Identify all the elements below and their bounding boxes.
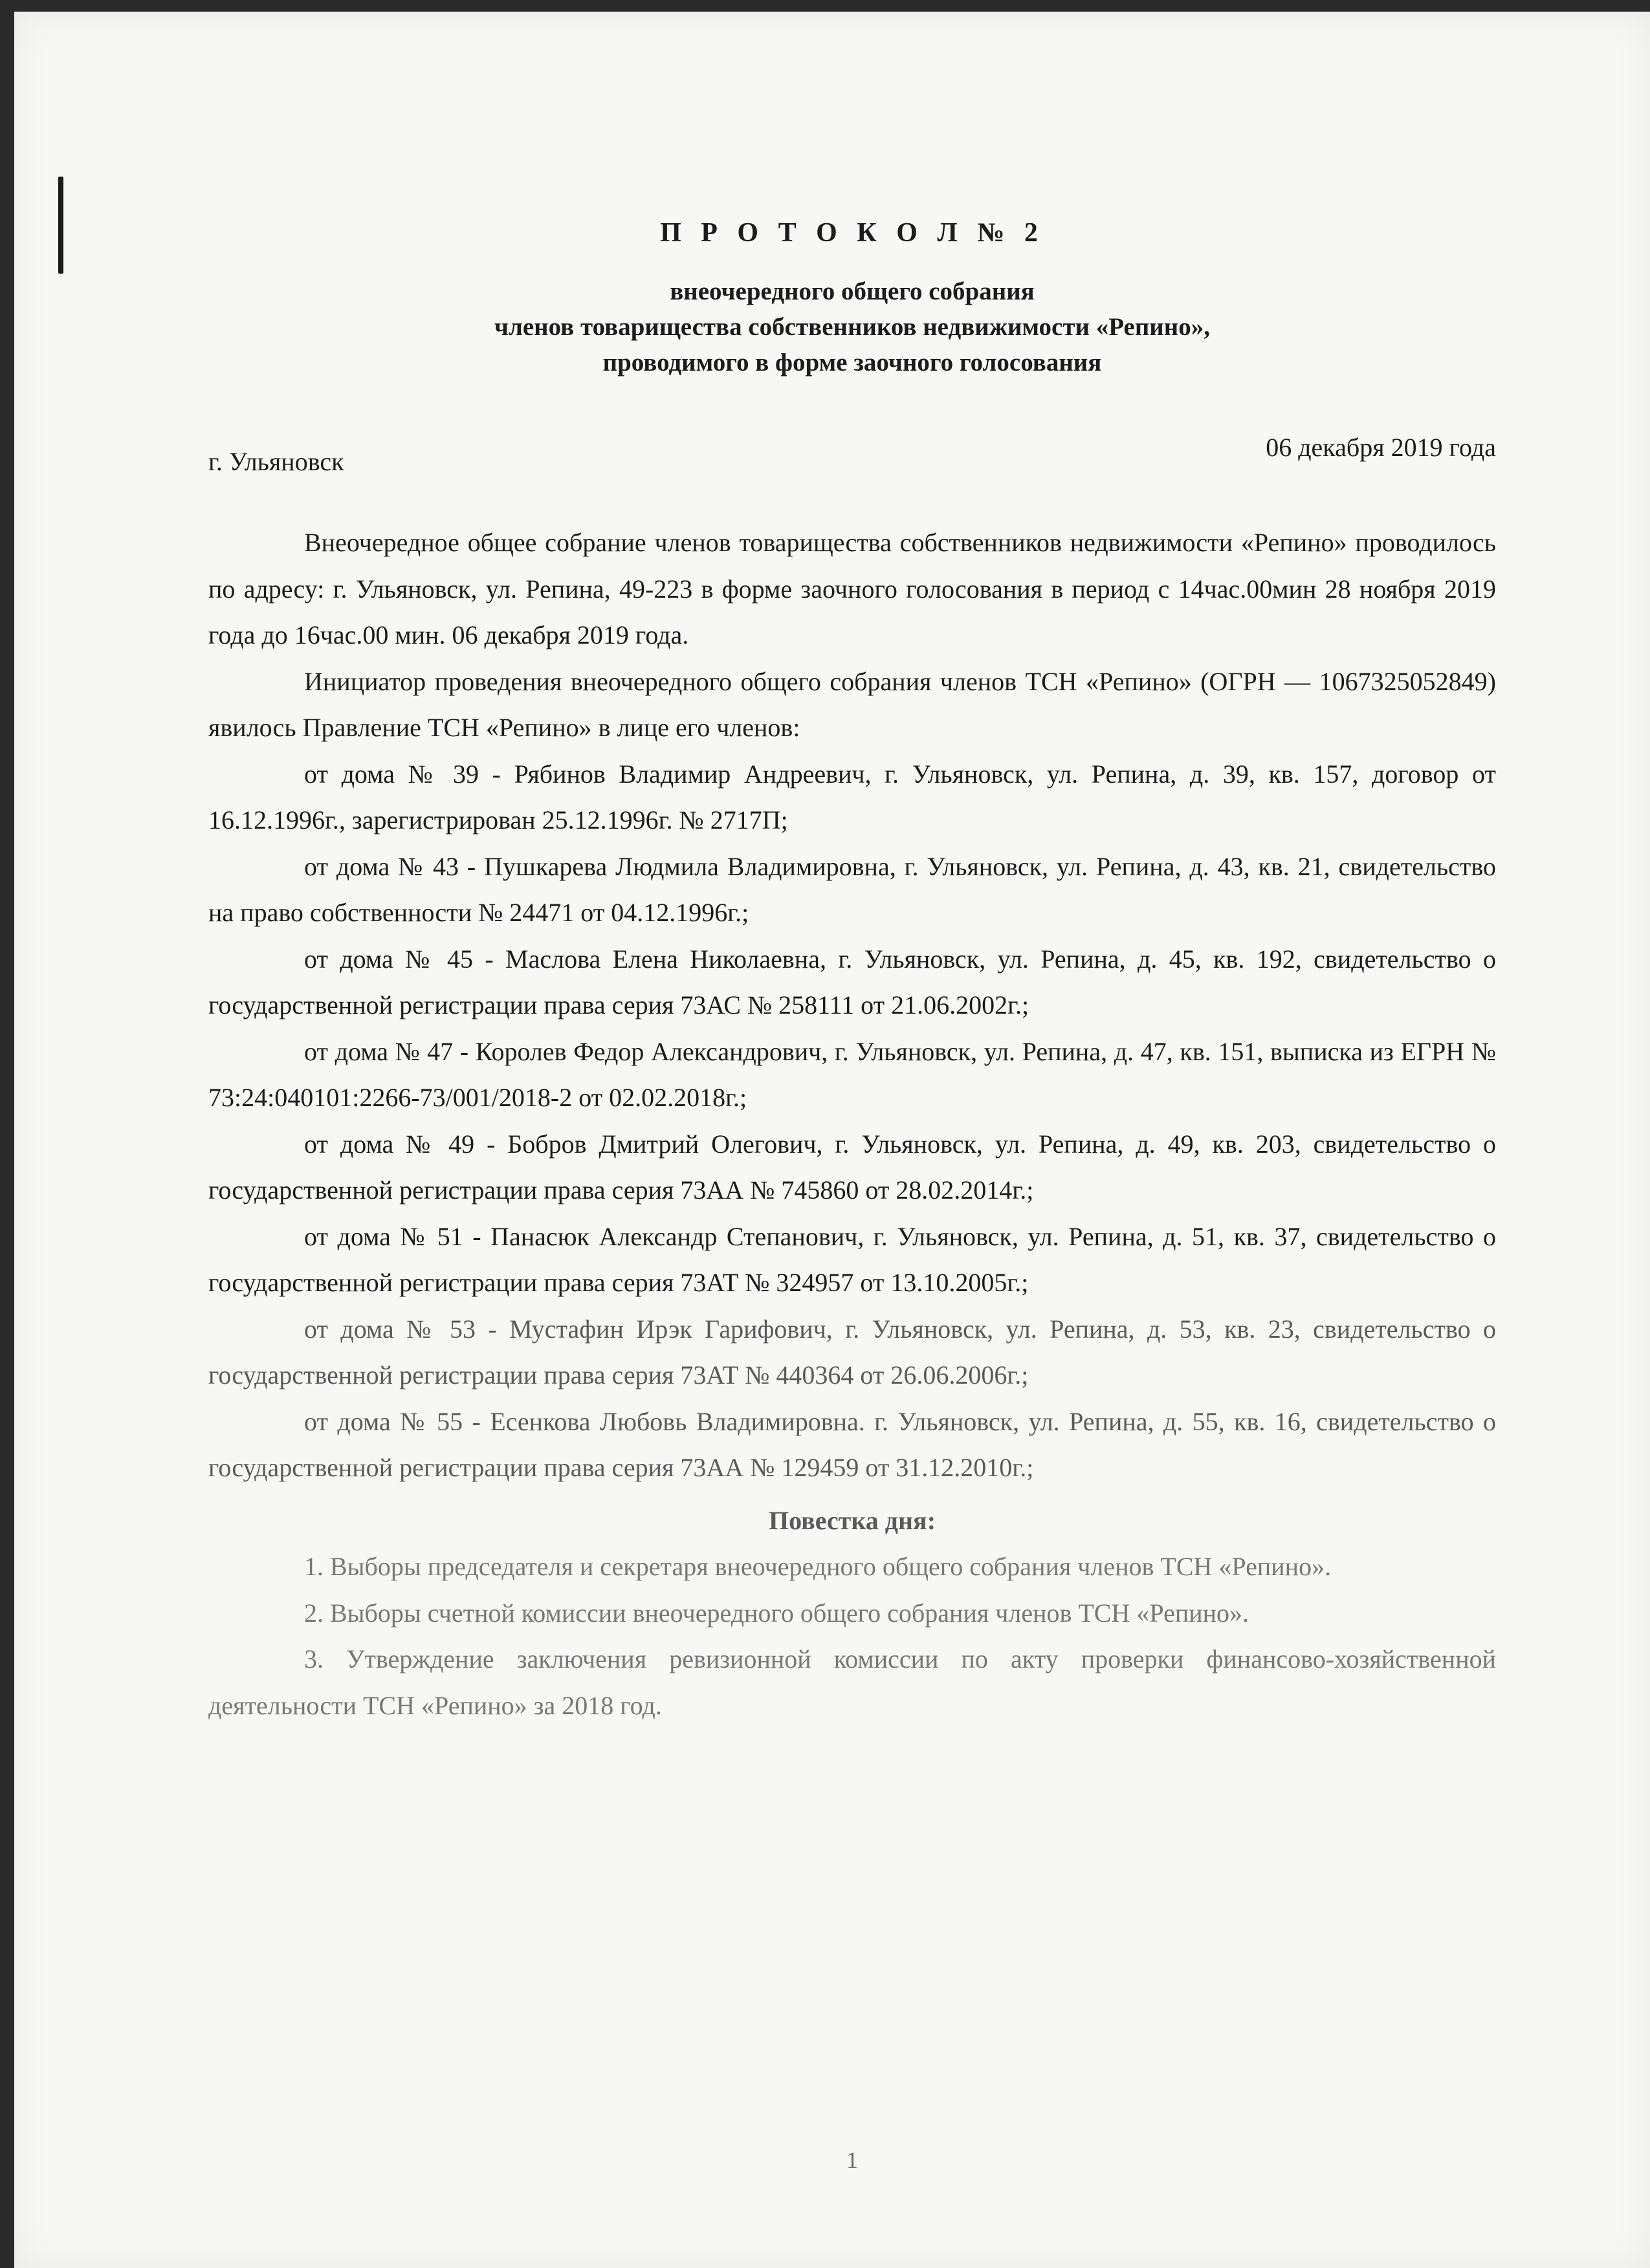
member-paragraph: от дома № 39 - Рябинов Владимир Андреевич, г. Ульяновск, ул. Репина, д. 39, кв. 157, договор от 16.12.1996г., зарегистрирован 25.12.1996г. № 2717П; — [208, 759, 1496, 834]
page-number: 1 — [846, 2147, 858, 2173]
subtitle-line: проводимого в форме заочного голосования — [602, 349, 1102, 376]
document-page — [14, 12, 1650, 2268]
member-paragraph: от дома № 45 - Маслова Елена Николаевна, г. Ульяновск, ул. Репина, д. 45, кв. 192, свидетельство о государственной регистрации права серия 73АС № 258111 от 21.06.2002г.; — [208, 944, 1496, 1020]
member-paragraph: от дома № 51 - Панасюк Александр Степанович, г. Ульяновск, ул. Репина, д. 51, кв. 37, свидетельство о государственной регистрации права серия 73АТ № 324957 от 13.10.2005г.; — [208, 1221, 1496, 1297]
member-paragraph: от дома № 53 - Мустафин Ирэк Гарифович, г. Ульяновск, ул. Репина, д. 53, кв. 23, свидетельство о государственной регистрации права серия 73АТ № 440364 от 26.06.2006г.; — [208, 1314, 1496, 1390]
agenda-heading: Повестка дня: — [768, 1505, 936, 1535]
agenda-item: 1. Выборы председателя и секретаря внеочередного общего собрания членов ТСН «Репино». — [304, 1552, 1332, 1581]
member-paragraph: от дома № 47 - Королев Федор Александрович, г. Ульяновск, ул. Репина, д. 47, кв. 151, выписка из ЕГРН № 73:24:040101:2266-73/001/2018-2 от 02.02.2018г.; — [208, 1036, 1496, 1112]
document-body — [208, 519, 1496, 1728]
agenda-item: 3. Утверждение заключения ревизионной комиссии по акту проверки финансово-хозяйственной деятельности ТСН «Репино» за 2018 год. — [208, 1644, 1496, 1720]
member-paragraph: от дома № 43 - Пушкарева Людмила Владимировна, г. Ульяновск, ул. Репина, д. 43, кв. 21, свидетельство на право собственности № 24471 от 04.12.1996г.; — [208, 851, 1496, 927]
intro-paragraph: Внеочередное общее собрание членов товарищества собственников недвижимости «Репино» проводилось по адресу: г. Ульяновск, ул. Репина, 49-223 в форме заочного голосования в период с 14час.00мин 28 ноября 2019 года до 16час.00 мин. 06 декабря 2019 года. — [208, 528, 1496, 649]
protocol-title: П Р О Т О К О Л № 2 — [660, 218, 1044, 248]
member-paragraph: от дома № 49 - Бобров Дмитрий Олегович, г. Ульяновск, ул. Репина, д. 49, кв. 203, свидетельство о государственной регистрации права серия 73АА № 745860 от 28.02.2014г.; — [208, 1129, 1496, 1205]
initiator-paragraph: Инициатор проведения внеочередного общего собрания членов ТСН «Репино» (ОГРН — 1067325052849) явилось Правление ТСН «Репино» в лице его членов: — [208, 666, 1496, 742]
protocol-subtitle — [208, 274, 1496, 380]
subtitle-line: внеочередного общего собрания — [670, 278, 1035, 305]
document-date: 06 декабря 2019 года — [1266, 433, 1496, 462]
agenda-item: 2. Выборы счетной комиссии внеочередного общего собрания членов ТСН «Репино». — [304, 1598, 1249, 1628]
member-paragraph: от дома № 55 - Есенкова Любовь Владимировна. г. Ульяновск, ул. Репина, д. 55, кв. 16, свидетельство о государственной регистрации права серия 73АА № 129459 от 31.12.2010г.; — [208, 1406, 1496, 1482]
place: г. Ульяновск — [208, 447, 344, 476]
scan-edge-mark — [58, 177, 63, 274]
subtitle-line: членов товарищества собственников недвижимости «Репино», — [494, 313, 1211, 341]
